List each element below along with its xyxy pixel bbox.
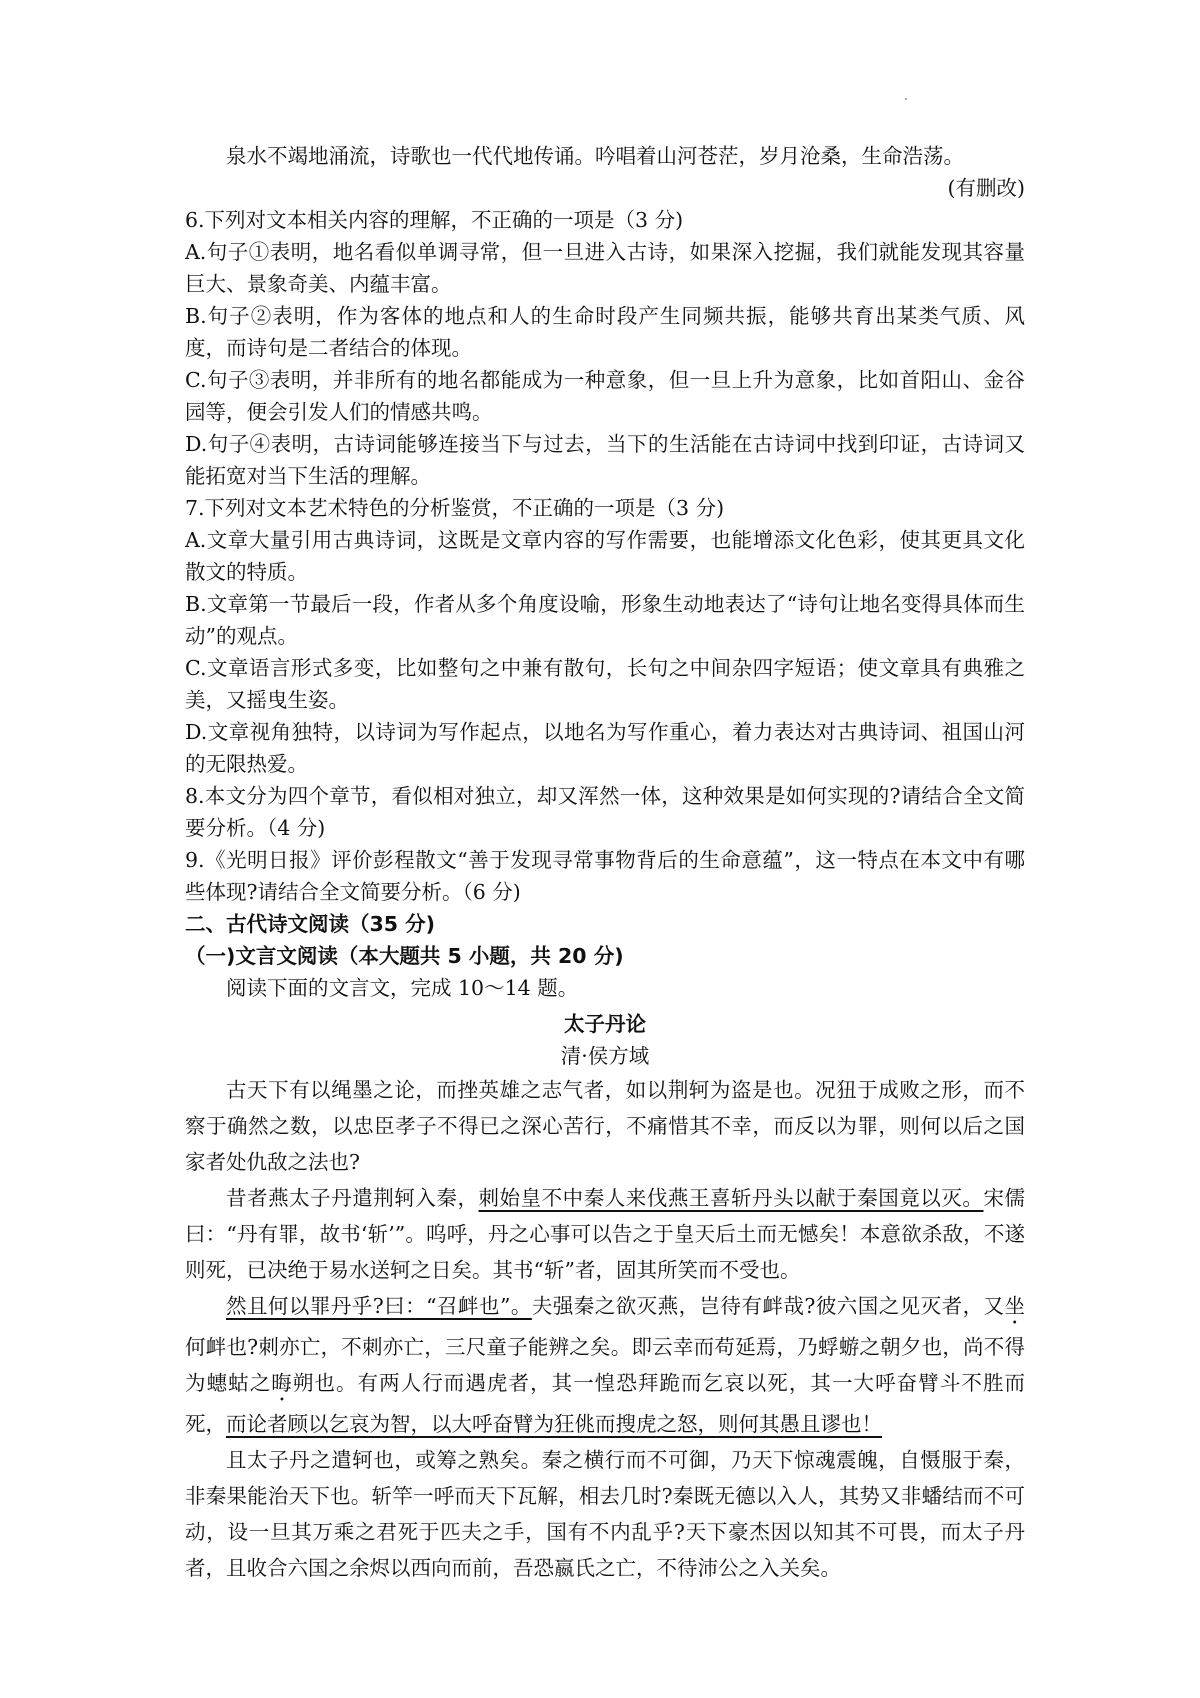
exam-page [185, 140, 1025, 1586]
underlined-sentence-1: 刺始皇不中秦人来伐燕王喜斩丹头以献于秦国竟以灭。 [478, 1186, 984, 1210]
classical-text [185, 1072, 1025, 1586]
section-2-subheading: （一)文言文阅读（本大题共 5 小题，共 20 分) [185, 944, 624, 968]
passage-end-note: (有删改) [947, 176, 1025, 200]
classical-p2-rest: 宋儒曰：“丹有罪，故书‘斩’”。呜呼，丹之心事可以告之于皇天后土而无憾矣！本意欲杀敌，不遂则死，已决绝于易水送轲之日矣。其书“斩”者，固其所笑而不受也。 [185, 1186, 1026, 1282]
section-2-heading: 二、古代诗文阅读（35 分) [185, 912, 436, 936]
classical-paragraph-1: 古天下有以绳墨之论，而挫英雄之志气者，如以荆轲为盗是也。况狃于成败之形，而不察于确然之数，以忠臣孝子不得已之深心苦行，不痛惜其不幸，而反以为罪，则何以后之国家者处仇敌之法也? [185, 1078, 1025, 1174]
section-2-instruction: 阅读下面的文言文，完成 10～14 题。 [226, 976, 579, 1000]
scan-speck [905, 98, 907, 100]
question-7-option-b: B.文章第一节最后一段，作者从多个角度设喻，形象生动地表达了“诗句让地名变得具体而生动”的观点。 [185, 592, 1025, 648]
passage-end-line: 泉水不竭地涌流，诗歌也一代代地传诵。吟唱着山河苍茫，岁月沧桑，生命浩荡。 [226, 144, 964, 168]
question-6-option-d: D.句子④表明，古诗词能够连接当下与过去，当下的生活能在古诗词中找到印证，古诗词又能拓宽对当下生活的理解。 [185, 432, 1025, 488]
question-6-option-c: C.句子③表明，并非所有的地名都能成为一种意象，但一旦上升为意象，比如首阳山、金谷园等，便会引发人们的情感共鸣。 [185, 368, 1025, 424]
classical-text-title: 太子丹论 [564, 1012, 646, 1036]
classical-paragraph-2 [185, 1180, 1025, 1288]
classical-p3-part: 夫强秦之欲灭燕，岂待有衅哉?彼六国之见灭者，又 [531, 1294, 1005, 1318]
classical-p3-part: 何衅也?刺亦亡，不刺亦亡，三尺童子能辨之矣。即云幸而苟延焉，乃蜉蝣之朝夕也，尚不得为蟪蛄之 [185, 1335, 1025, 1395]
classical-paragraph-4: 且太子丹之遣轲也，或筹之熟矣。秦之横行而不可御，乃天下惊魂震魄，自慑服于秦，非秦果能治天下也。斩竿一呼而天下瓦解，相去几时?秦既无德以入人，其势又非蟠结而不可动，设一旦其万乘之君死于匹夫之手，国有不内乱乎?天下豪杰因以知其不可畏，而太子丹者，且收合六国之余烬以西向而前，吾恐嬴氏之亡，不待沛公之入关矣。 [185, 1448, 1025, 1580]
question-7-option-a: A.文章大量引用古典诗词，这既是文章内容的写作需要，也能增添文化色彩，使其更具文化散文的特质。 [185, 528, 1025, 584]
question-6-option-b: B.句子②表明，作为客体的地点和人的生命时段产生同频共振，能够共育出某类气质、风度，而诗句是二者结合的体现。 [185, 304, 1025, 360]
question-6-option-a: A.句子①表明，地名看似单调寻常，但一旦进入古诗，如果深入挖掘，我们就能发现其容量巨大、景象奇美、内蕴丰富。 [185, 240, 1025, 296]
question-7-option-d: D.文章视角独特，以诗词为写作起点，以地名为写作重心，着力表达对古典诗词、祖国山河的无限热爱。 [185, 720, 1025, 776]
question-6-stem: 6.下列对文本相关内容的理解，不正确的一项是（3 分) [185, 208, 684, 232]
classical-p2-intro: 昔者燕太子丹遣荆轲入秦， [226, 1186, 479, 1210]
question-7-option-c: C.文章语言形式多变，比如整句之中兼有散句，长句之中间杂四字短语；使文章具有典雅之美，又摇曳生姿。 [185, 656, 1025, 712]
classical-p3-part: 朔也。有两人行而遇虎者，其一惶恐拜跪而乞哀以死，其一大呼奋臂斗不胜而死， [185, 1371, 1026, 1436]
classical-paragraph-3 [185, 1288, 1025, 1442]
question-9: 9.《光明日报》评价彭程散文“善于发现寻常事物背后的生命意蕴”，这一特点在本文中有哪些体现?请结合全文简要分析。（6 分) [185, 848, 1025, 904]
question-7-stem: 7.下列对文本艺术特色的分析鉴赏，不正确的一项是（3 分) [185, 496, 725, 520]
question-8: 8.本文分为四个章节，看似相对独立，却又浑然一体，这种效果是如何实现的?请结合全文简要分析。（4 分) [185, 784, 1025, 840]
underlined-sentence-2: 然且何以罪丹乎?曰：“召衅也”。 [226, 1294, 532, 1318]
underlined-sentence-3: 而论者顾以乞哀为智，以大呼奋臂为狂佻而搜虎之怒，则何其愚且谬也！ [226, 1412, 882, 1436]
dotted-char-hui: 晦 [271, 1371, 293, 1395]
classical-text-author: 清·侯方域 [560, 1044, 650, 1068]
dotted-char-zuo: 坐 [1004, 1294, 1025, 1318]
